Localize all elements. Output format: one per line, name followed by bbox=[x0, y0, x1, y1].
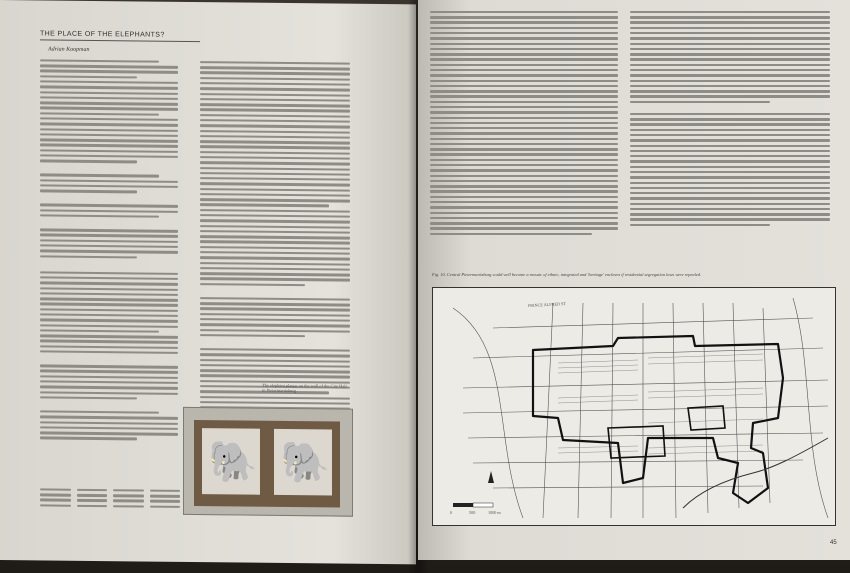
map-drawing bbox=[433, 288, 835, 525]
left-column-2 bbox=[200, 58, 350, 424]
text-block bbox=[40, 59, 178, 440]
text-block bbox=[200, 61, 350, 421]
north-arrow-icon bbox=[488, 471, 494, 483]
left-page bbox=[0, 0, 416, 564]
elephant-plaque-photo bbox=[183, 407, 353, 517]
page-number: 45 bbox=[830, 540, 837, 546]
chapter-title: THE PLACE OF THE ELEPHANTS? bbox=[40, 30, 165, 39]
scale-label-0: 0 bbox=[450, 510, 453, 515]
text-block bbox=[430, 11, 618, 235]
city-map bbox=[432, 287, 836, 526]
photo-panel-right bbox=[274, 429, 332, 496]
left-column-1 bbox=[40, 56, 178, 443]
right-column-1 bbox=[430, 8, 618, 238]
photo-caption: The elephant plaque on the wall of the City Hall in Pietermaritzburg bbox=[262, 382, 347, 394]
author-name: Adrian Koopman bbox=[48, 46, 90, 53]
photo-frame bbox=[194, 420, 340, 508]
map-street-label: PRINCE ALFRED ST bbox=[527, 301, 567, 308]
right-page bbox=[418, 0, 850, 560]
elephant-icon: 🐘 bbox=[280, 439, 330, 486]
footnote-block bbox=[40, 485, 180, 510]
right-column-2 bbox=[630, 8, 830, 229]
text-block bbox=[630, 11, 830, 226]
photo-panel-left bbox=[202, 428, 260, 495]
elephant-icon: 🐘 bbox=[208, 439, 258, 485]
figure-caption: Fig. 10. Central Pietermaritzburg could well become a mosaic of ethnic, integrated and 'heritage' enclaves if residential segregation laws were repealed. bbox=[432, 272, 702, 277]
scale-label-1000: 1000 m bbox=[488, 510, 501, 515]
title-rule bbox=[40, 39, 200, 42]
scale-label-500: 500 bbox=[469, 510, 476, 515]
scale-bar bbox=[453, 503, 493, 507]
